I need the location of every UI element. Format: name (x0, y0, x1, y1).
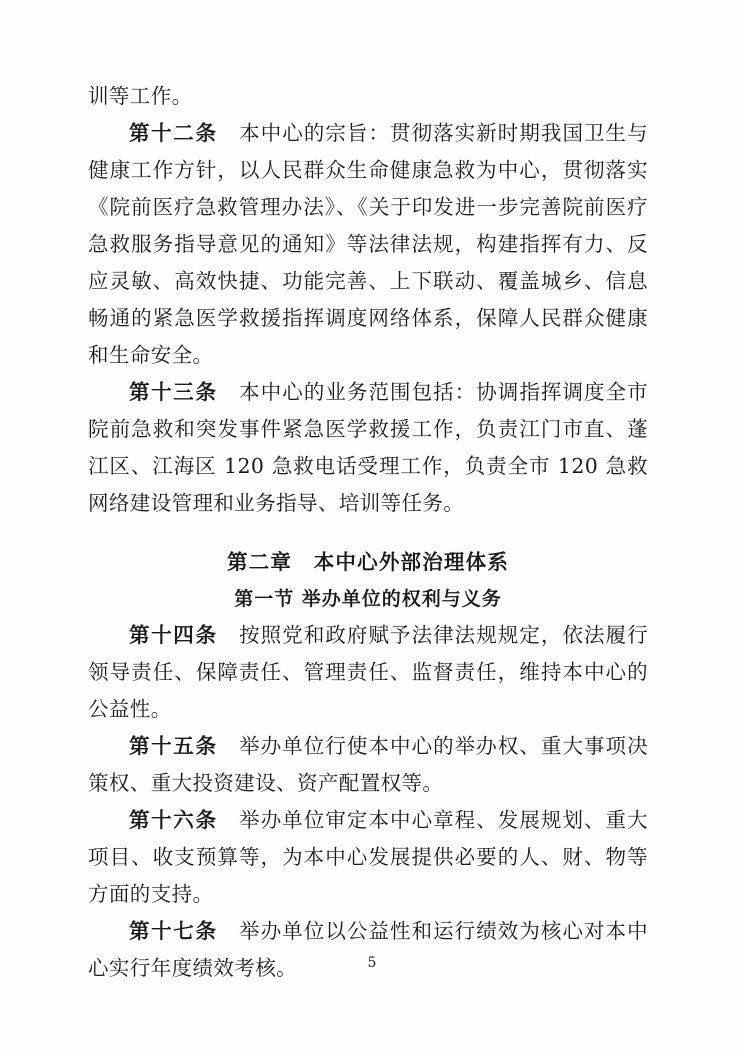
document-body (88, 78, 648, 987)
article-text-16: 举办单位审定本中心章程、发展规划、重大项目、收支预算等，为本中心发展提供必要的人、财、物等方面的支持。 (88, 808, 648, 906)
article-text-15: 举办单位行使本中心的举办权、重大事项决策权、重大投资建设、资产配置权等。 (88, 734, 648, 795)
article-paragraph-17 (88, 913, 648, 987)
article-text-14: 按照党和政府赋予法律法规规定，依法履行领导责任、保障责任、管理责任、监督责任，维持本中心的公益性。 (88, 623, 648, 721)
article-label-17: 第十七条 (129, 919, 218, 943)
article-paragraph-16 (88, 802, 648, 913)
chapter-heading: 第二章 本中心外部治理体系 (226, 550, 510, 574)
article-paragraph-14 (88, 617, 648, 728)
section-heading: 第一节 举办单位的权利与义务 (234, 588, 502, 610)
article-text-12: 本中心的宗旨：贯彻落实新时期我国卫生与健康工作方针，以人民群众生命健康急救为中心，贯彻落实《院前医疗急救管理办法》、《关于印发进一步完善院前医疗急救服务指导意见的通知》等法律法规，构建指挥有力、反应灵敏、高效快捷、功能完善、上下联动、覆盖城乡、信息畅通的紧急医学救援指挥调度网络体系，保障人民群众健康和生命安全。 (88, 121, 648, 367)
paragraph-text: 训等工作。 (88, 84, 193, 108)
article-paragraph-12 (88, 115, 648, 374)
article-label-15: 第十五条 (129, 734, 218, 758)
article-label-14: 第十四条 (129, 623, 218, 647)
article-label-13: 第十三条 (129, 380, 218, 404)
page-number: 5 (367, 955, 377, 971)
article-label-16: 第十六条 (129, 808, 218, 832)
article-paragraph-13 (88, 374, 648, 522)
article-label-12: 第十二条 (129, 121, 218, 145)
article-paragraph-15 (88, 728, 648, 802)
article-text-17: 举办单位以公益性和运行绩效为核心对本中心实行年度绩效考核。 (88, 919, 648, 980)
paragraph-continuation (88, 78, 648, 115)
article-text-13: 本中心的业务范围包括：协调指挥调度全市院前急救和突发事件紧急医学救援工作，负责江门市直、蓬江区、江海区 120 急救电话受理工作，负责全市 120 急救网络建设管理和业务指导、培训等任务。 (88, 380, 648, 515)
